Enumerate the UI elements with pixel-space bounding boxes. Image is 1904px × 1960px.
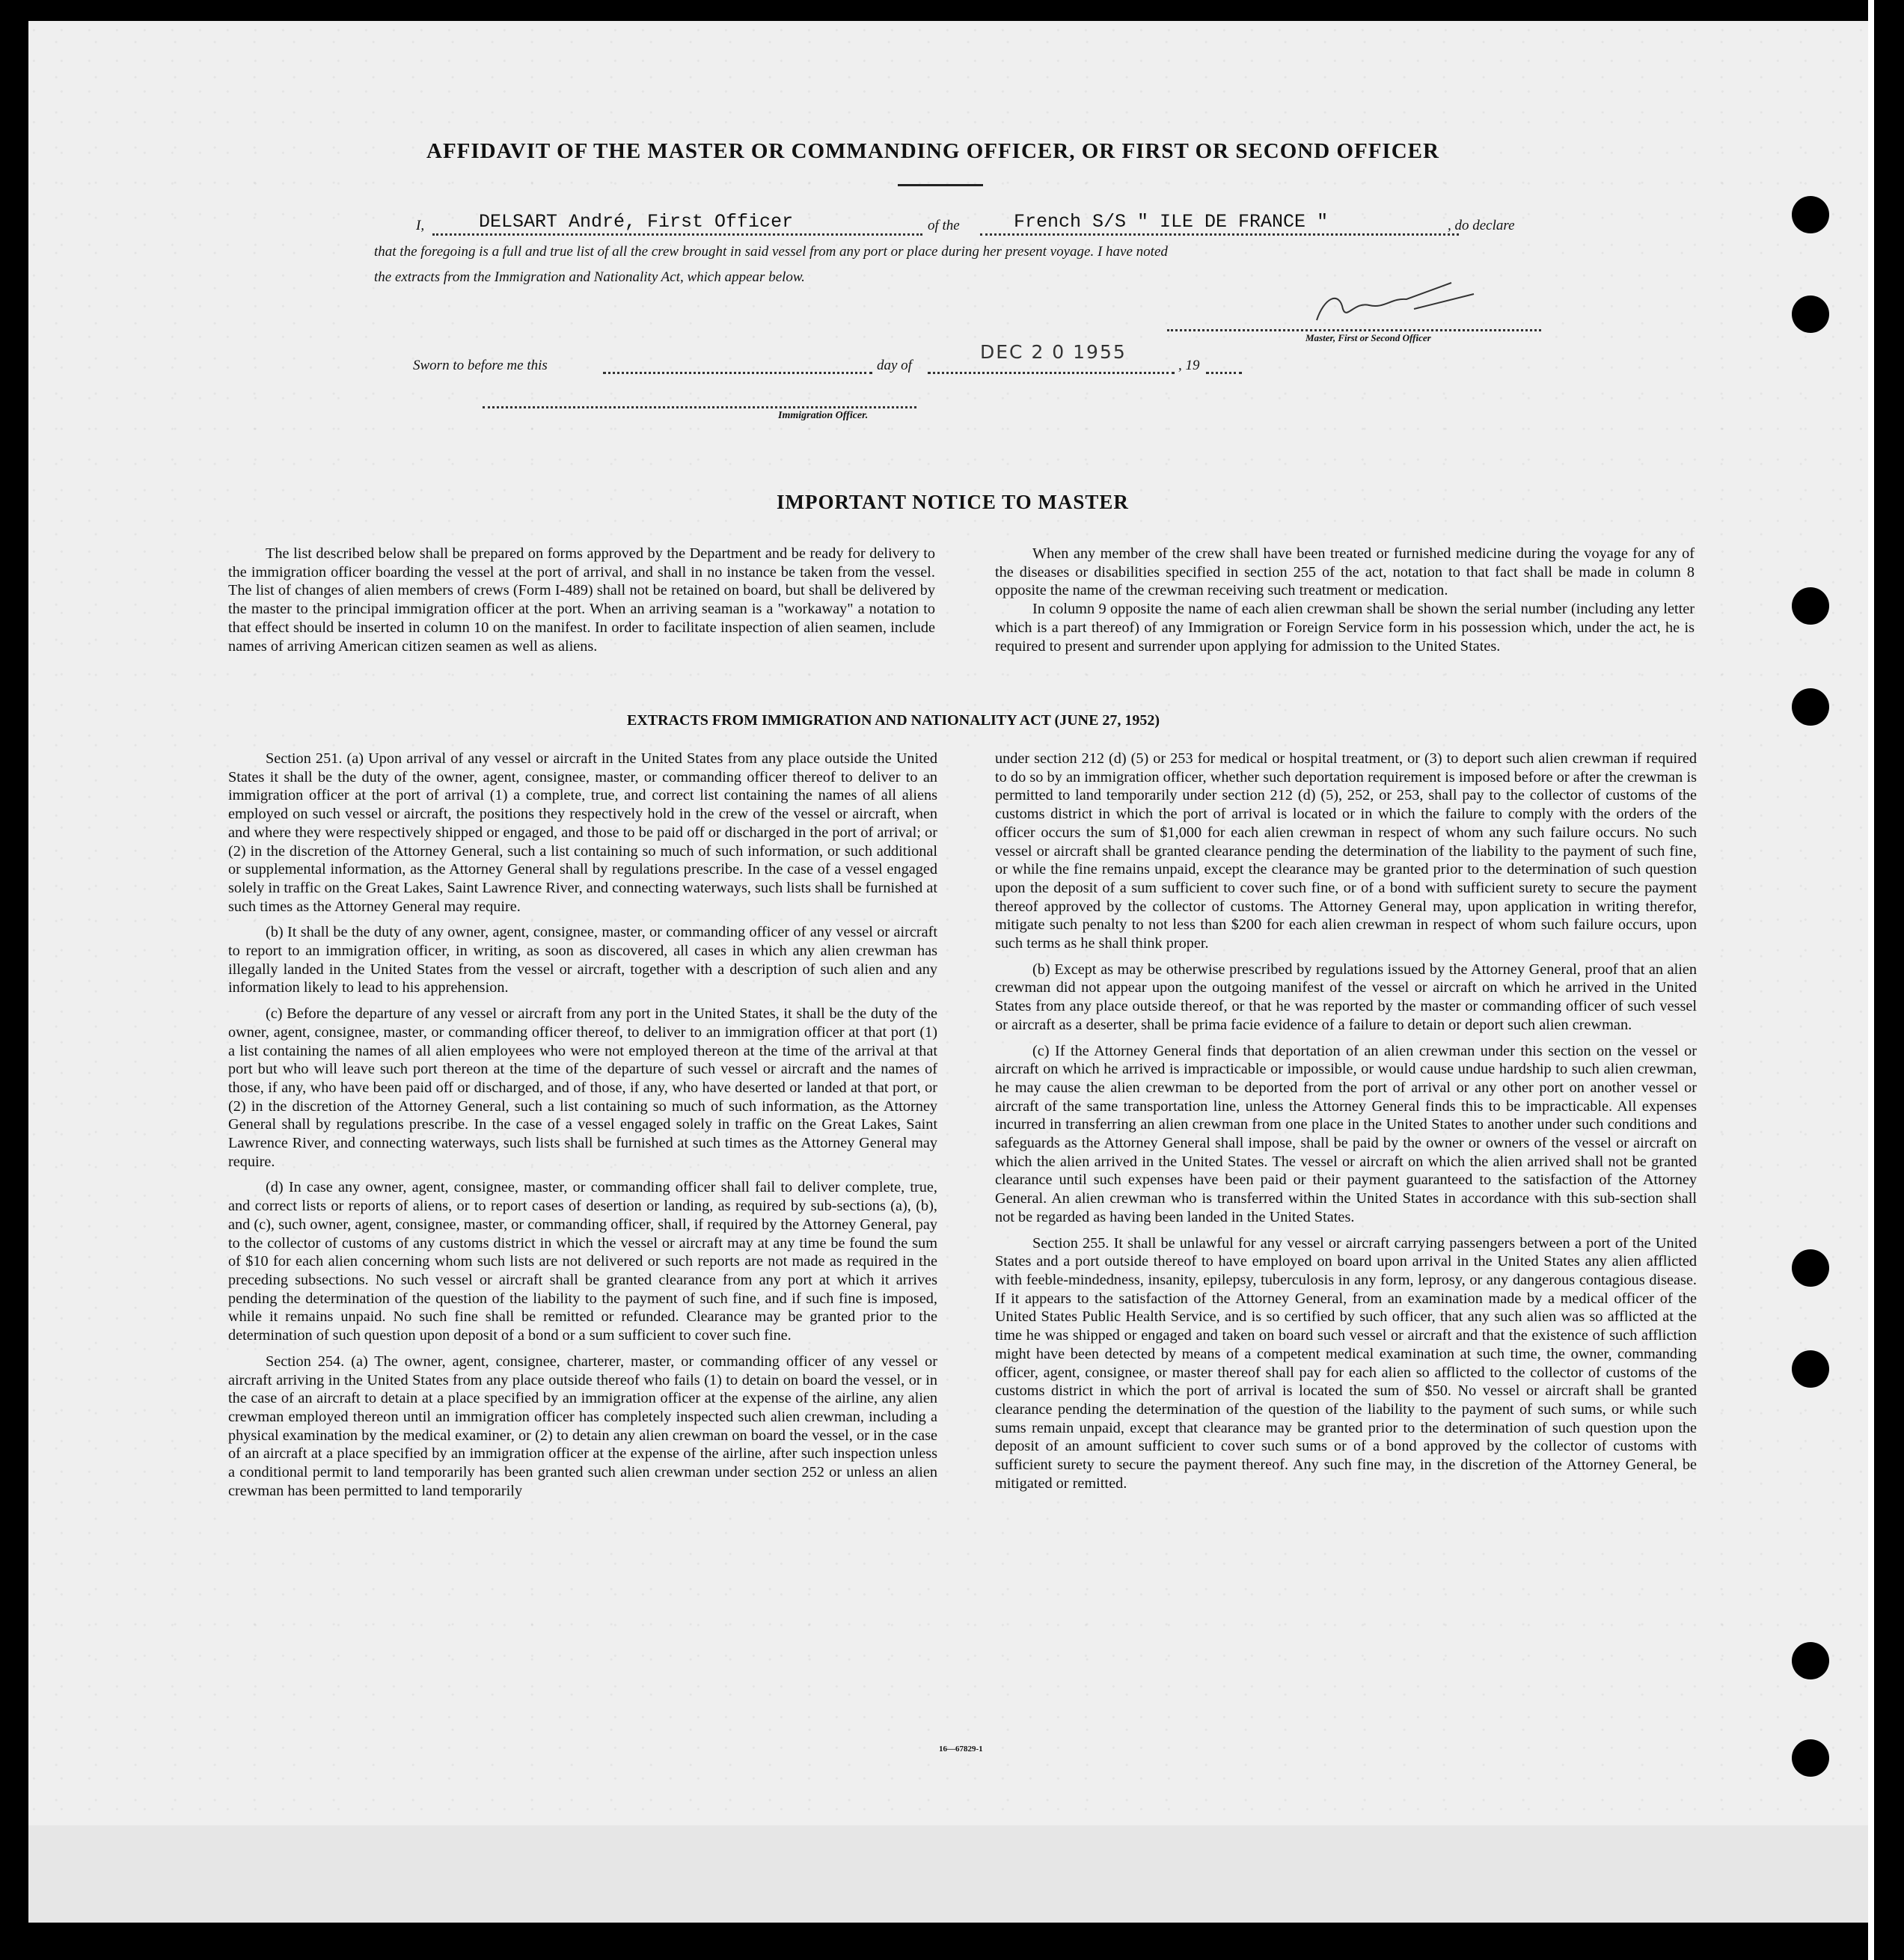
statement-line-1: that the foregoing is a full and true list of all the crew brought in said vessel from any port or place during her present voyage. I have noted: [374, 244, 1168, 260]
punch-hole: [1792, 1350, 1829, 1388]
page-bottom-margin: [28, 1825, 1870, 1923]
notice-paragraph: The list described below shall be prepared on forms approved by the Department and be ready for delivery to the immigration officer boarding the vessel at the port of arrival, and shall in no instance be taken from the vessel. The list of changes of alien members of crews (Form I-489) shall not be retained on board, but shall be delivered by the master to the principal immigration officer at the port. When an arriving seaman is a "workaway" a notation to that effect should be inserted in column 10 on the manifest. In order to facilitate inspection of alien seamen, include names of arriving American citizen seamen as well as aliens.: [228, 545, 935, 655]
section-paragraph: Section 255. It shall be unlawful for any vessel or aircraft carrying passengers between a port of the United States and a port outside thereof to have employed on board upon arrival in the United States any alien afflicted with feeble-mindedness, insanity, epilepsy, tuberculosis in any form, leprosy, or any dangerous contagious disease. If it appears to the satisfaction of the Attorney General, from an examination made by a medical officer of the United States Public Health Service, and is so certified by such officer, that any such alien was so afflicted at the time he was shipped or engaged and taken on board such vessel or aircraft and that the existence of such affliction might have been detected by means of a competent medical examination at such time, the owner, commanding officer, agent, consignee, or master thereof shall pay for each alien so afflicted to the collector of customs of the customs district in which the port of arrival is located the sum of $50. No vessel or aircraft shall be granted clearance pending the determination of the question of the liability to the payment of such sums, or while such sums remain unpaid, except that clearance may be granted prior to the determination of such question upon the deposit of an amount sufficient to cover such sums or of a bond approved by the collector of customs with sufficient surety to secure the payment thereof. Any such fine may, in the discretion of the Attorney General, be mitigated or remitted.: [995, 1234, 1697, 1492]
immigration-officer-label: Immigration Officer.: [778, 410, 869, 421]
extracts-left-column: [228, 750, 937, 1500]
section-paragraph: under section 212 (d) (5) or 253 for medical or hospital treatment, or (3) to deport such alien crewman if required to do so by an immigration officer, whether such deportation requirement is imposed before or after the crewman is permitted to land temporarily under section 212 (d) (5), 252, or 253, shall pay to the collector of customs of the customs district in which the port of arrival is located or in which the failure to comply with the orders of the officer occurs the sum of $1,000 for each alien crewman in respect of whom any such failure occurs. No such vessel or aircraft shall be granted clearance pending the determination of the liability to the payment of such fine, or while the fine remains unpaid, except the clearance may be granted prior to the determination of such question upon the deposit of a sum sufficient to cover such fine, or of a bond with sufficient surety to secure the payment thereof approved by the collector of customs. The Attorney General may, upon application in writing therefor, mitigate such penalty to not less than $200 for each alien crewman in respect of whom such failure occurs, upon such terms as he shall think proper.: [995, 750, 1697, 952]
notice-paragraph: In column 9 opposite the name of each alien crewman shall be shown the serial number (including any letter which is a part thereof) of any Immigration or Foreign Service form in his possession which, under the act, he is required to present and surrender upon applying for admission to the United States.: [995, 601, 1695, 655]
title-rule: [898, 184, 983, 186]
officer-name-field: DELSART André, First Officer: [479, 211, 794, 233]
do-declare-label: , do declare: [1448, 218, 1515, 233]
notice-title: IMPORTANT NOTICE TO MASTER: [777, 491, 1129, 513]
section-paragraph: (c) Before the departure of any vessel or aircraft from any port in the United States, it shall be the duty of the owner, agent, consignee, master, or commanding officer thereof, to deliver to an immigration officer at that port (1) a list containing the names of all alien employees who were not employed thereon at the time of the arrival at that port but who will leave such port thereon at the time of the departure of such vessel or aircraft and the names of those, if any, who have been paid off or discharged, and of those, if any, who have deserted or landed at that port, or (2) in the discretion of the Attorney General, such a list containing so much of such information, as the Attorney General shall by regulations prescribe. In the case of a vessel engaged solely in traffic on the Great Lakes, Saint Lawrence River, and connecting waterways, such lists shall be furnished at such times as the Attorney General may require.: [228, 1005, 937, 1170]
punch-hole: [1792, 688, 1829, 726]
section-paragraph: Section 254. (a) The owner, agent, consignee, charterer, master, or commanding officer of any vessel or aircraft arriving in the United States from any place outside thereof who fails (1) to detain on board the vessel, or in the case of an aircraft to detain at a place specified by an immigration officer at the expense of the airline, any alien crewman employed thereon until an immigration officer has completely inspected such alien crewman, including a physical examination by the medical examiner, or (2) to detain any alien crewman on board the vessel, or in the case of an aircraft at a place specified by an immigration officer at the expense of the airline, after such inspection unless a conditional permit to land temporarily has been granted such alien crewman under section 252 or unless an alien crewman has been permitted to land temporarily: [228, 1353, 937, 1499]
notice-left-column: [228, 545, 935, 655]
signature: [1302, 275, 1481, 328]
vessel-field: French S/S " ILE DE FRANCE ": [1014, 211, 1329, 233]
of-the-label: of the: [928, 218, 960, 233]
section-paragraph: (d) In case any owner, agent, consignee, master, or commanding officer shall fail to deliver complete, true, and correct lists or reports of aliens, or to report cases of desertion or landing, as required by sub-sections (a), (b), and (c), such owner, agent, consignee, master, or commanding officer, shall, if required by the Attorney General, pay to the collector of customs of any customs district in which the vessel or aircraft may at any time be found the sum of $10 for each alien concerning whom such lists are not delivered or such reports are not made as required in the preceding subsections. No such vessel or aircraft shall be granted clearance from any port at which it arrives pending the determination of the question of the liability to the payment of such fine, and if such fine is imposed, while it remains unpaid. No such fine shall be remitted or refunded. Clearance may be granted prior to the determination of such question upon deposit of a bond or a sum sufficient to cover such fine.: [228, 1179, 937, 1344]
section-paragraph: (c) If the Attorney General finds that deportation of an alien crewman under this section on the vessel or aircraft on which he arrived is impracticable or impossible, or would cause undue hardship to such alien crewman, he may cause the alien crewman to be deported from the port of arrival or any other port on another vessel or aircraft of the same transportation line, unless the Attorney General finds this to be impracticable. All expenses incurred in transferring an alien crewman from one place in the United States to another under such conditions and safeguards as the Attorney General shall impose, shall be paid by the owner or owners of the vessel or aircraft on which the alien arrived in the United States. The vessel or aircraft on which the alien arrived shall not be granted clearance until such expenses have been paid or their payment guaranteed to the satisfaction of the Attorney General. An alien crewman who is transferred within the United States in accordance with this sub-section shall not be regarded as having been landed in the United States.: [995, 1042, 1697, 1225]
section-paragraph: (b) Except as may be otherwise prescribed by regulations issued by the Attorney General, proof that an alien crewman did not appear upon the outgoing manifest of the vessel or aircraft on which he arrived in the United States from any place outside thereof, or that he was reported by the master or commanding officer of such vessel or aircraft as a deserter, shall be prima facie evidence of a failure to detain or deport such alien crewman.: [995, 961, 1697, 1033]
form-code: 16—67829-1: [939, 1745, 983, 1754]
punch-hole: [1792, 1739, 1829, 1777]
extracts-right-column: [995, 750, 1697, 1492]
scan-edge: [1868, 0, 1874, 1960]
punch-hole: [1792, 196, 1829, 233]
affidavit-title: AFFIDAVIT OF THE MASTER OR COMMANDING OFFICER, OR FIRST OR SECOND OFFICER: [426, 139, 1439, 163]
punch-hole: [1792, 587, 1829, 625]
signature-caption: Master, First or Second Officer: [1305, 332, 1431, 343]
section-paragraph: (b) It shall be the duty of any owner, agent, consignee, master, or commanding officer of any vessel or aircraft to report to an immigration officer, in writing, as soon as discovered, all cases in which any alien crewman has illegally landed in the United States from the vessel or aircraft, together with a description of such alien and any information likely to lead to his apprehension.: [228, 924, 937, 996]
punch-hole: [1792, 295, 1829, 333]
day-of-label: day of: [877, 358, 912, 373]
sworn-label: Sworn to before me this: [413, 358, 548, 373]
notice-right-column: [995, 545, 1695, 655]
statement-line-2: the extracts from the Immigration and Nationality Act, which appear below.: [374, 269, 805, 285]
section-paragraph: Section 251. (a) Upon arrival of any vessel or aircraft in the United States from any place outside the United States it shall be the duty of the owner, agent, consignee, master, or commanding officer thereof to deliver to an immigration officer at the port of arrival (1) a complete, true, and correct list containing the names of all aliens employed on such vessel or aircraft, the positions they respectively hold in the crew of the vessel or aircraft, when and where they were respectively shipped or engaged, and those to be paid off or discharged in the port of arrival; or (2) in the discretion of the Attorney General, such a list containing so much of such information, or such additional or supplemental information, as the Attorney General shall by regulations prescribe. In the case of a vessel engaged solely in traffic on the Great Lakes, Saint Lawrence River, and connecting waterways, such lists shall be furnished at such times as the Attorney General may require.: [228, 750, 937, 915]
i-label: I,: [416, 218, 425, 233]
date-stamp: DEC 2 0 1955: [980, 341, 1127, 363]
notice-paragraph: When any member of the crew shall have been treated or furnished medicine during the voyage for any of the diseases or disabilities specified in section 255 of the act, notation to that fact shall be made in column 8 opposite the name of the crewman receiving such treatment or medication.: [995, 545, 1695, 599]
punch-hole: [1792, 1249, 1829, 1287]
extracts-title: EXTRACTS FROM IMMIGRATION AND NATIONALITY ACT (JUNE 27, 1952): [627, 712, 1160, 729]
punch-hole: [1792, 1642, 1829, 1679]
year-label: , 19: [1178, 358, 1200, 373]
